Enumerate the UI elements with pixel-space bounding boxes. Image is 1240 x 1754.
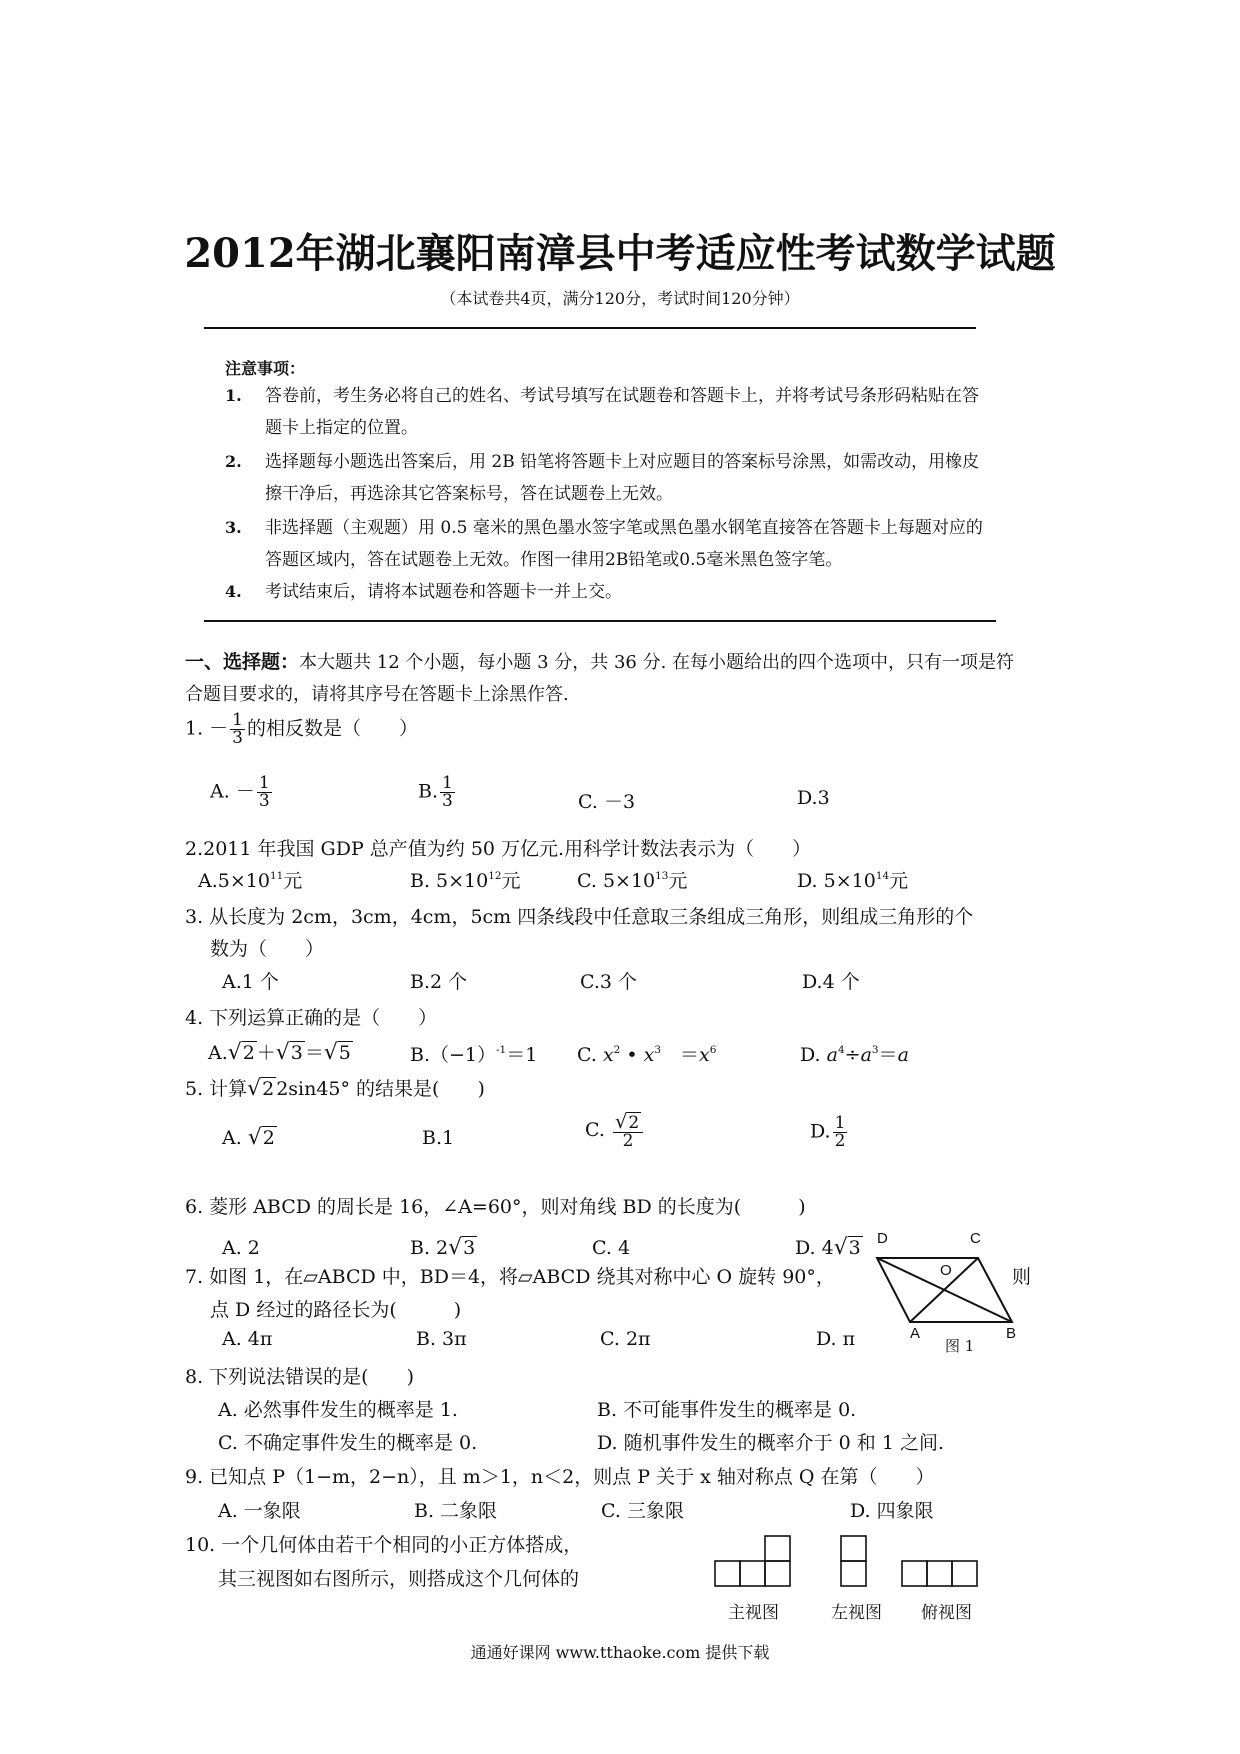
q4-option-c: [577, 1040, 716, 1067]
q6-option-c: C. 4: [592, 1237, 631, 1259]
q5-d-den: 2: [834, 1131, 846, 1151]
q3-option-d: D.4 个: [802, 971, 860, 993]
q4-option-d: [800, 1040, 909, 1067]
question-10-line-1: 10. 一个几何体由若干个相同的小正方体搭成，: [185, 1534, 583, 1556]
q5-d-fraction: [833, 1115, 848, 1150]
q5-sqrt: √2: [247, 1076, 275, 1101]
question-3-line-1: 3. 从长度为 2cm，3cm，4cm，5cm 四条线段中任意取三条组成三角形，则组成三角形的个: [185, 906, 974, 928]
q8-option-a: A. 必然事件发生的概率是 1.: [218, 1399, 458, 1421]
note-4-number: 4.: [225, 582, 242, 601]
section-1-intro: [185, 647, 1014, 674]
top-view-label: 俯视图: [921, 1603, 972, 1623]
q5-c-fraction: [613, 1112, 643, 1150]
q3-option-b: B.2 个: [410, 971, 468, 993]
q4-a-radicand-2: 3: [290, 1042, 303, 1064]
front-view-label: 主视图: [728, 1603, 779, 1623]
question-2-stem: 2.2011 年我国 GDP 总产值为约 50 万亿元.用科学计数法表示为（ ）: [185, 838, 812, 860]
q2-b-unit: 元: [501, 870, 521, 892]
q5-d-num: 1: [834, 1113, 846, 1133]
q4-b-exp: -1: [496, 1044, 507, 1057]
q9-option-d: D. 四象限: [850, 1500, 934, 1522]
q2-c-unit: 元: [668, 870, 688, 892]
q1-b-num: 1: [442, 773, 453, 793]
q4-c-exp-3: 6: [709, 1044, 717, 1057]
notes-heading: 注意事项：: [225, 359, 306, 378]
q4-option-a: [208, 1038, 353, 1065]
q4-a-label: A.: [208, 1042, 228, 1064]
note-2-line-1: 选择题每小题选出答案后，用 2B 铅笔将答题卡上对应题目的答案标号涂黑，如需改动，用橡皮: [265, 452, 980, 472]
page-footer: 通通好课网 www.tthaoke.com 提供下载: [470, 1643, 770, 1662]
note-3-line-2: 答题区域内，答在试题卷上无效。作图一律用2B铅笔或0.5毫米黑色签字笔。: [265, 550, 843, 570]
q1-b-den: 3: [442, 791, 453, 811]
front-view-drawing: [715, 1536, 790, 1586]
figure-1-label-b: B: [1006, 1325, 1017, 1342]
q1-option-b: [418, 775, 457, 810]
q4-a-plus: ＋: [256, 1042, 276, 1064]
note-2-line-2: 擦干净后，再选涂其它答案标号，答在试题卷上无效。: [265, 484, 673, 504]
q5-option-c: [585, 1112, 645, 1150]
q1-a-den: 3: [258, 791, 270, 811]
q5-post: 2sin45° 的结果是( ): [276, 1078, 485, 1100]
q6-d-label: D. 4: [795, 1237, 834, 1259]
q4-c-var-3: x: [699, 1044, 710, 1066]
q5-a-radicand: 2: [262, 1127, 275, 1149]
q6-d-sqrt: √3: [833, 1235, 861, 1260]
q1-frac-num: 1: [232, 710, 243, 730]
q2-b-base: B. 5×10: [410, 870, 489, 892]
q4-d-var-2: a: [860, 1044, 872, 1066]
q1-suffix: 的相反数是（ ）: [247, 717, 419, 740]
q1-prefix: 1. －: [185, 717, 229, 740]
q7-option-c: C. 2π: [600, 1328, 651, 1350]
q2-option-b: [410, 866, 521, 893]
three-views-figure: [715, 1515, 985, 1595]
figure-1-label-d: D: [877, 1230, 888, 1247]
q4-c-var-2: x: [643, 1044, 655, 1066]
divider-bottom: [204, 620, 996, 622]
q4-b-base: B.（−1）: [410, 1044, 497, 1066]
q9-option-b: B. 二象限: [414, 1500, 498, 1522]
question-5-stem: [185, 1074, 485, 1101]
figure-1-label-c: C: [970, 1230, 981, 1247]
q7-option-a: A. 4π: [222, 1328, 273, 1350]
q8-option-d: D. 随机事件发生的概率介于 0 和 1 之间.: [597, 1432, 945, 1454]
question-8-stem: 8. 下列说法错误的是( ): [185, 1366, 414, 1388]
q5-option-d: [810, 1115, 849, 1150]
q5-a-label: A.: [222, 1127, 242, 1149]
q4-c-dot: •: [620, 1044, 644, 1066]
q1-option-c: C. －3: [578, 791, 636, 813]
section-1-heading: 一、选择题：: [185, 651, 300, 673]
q2-option-a: [198, 866, 302, 893]
note-2-number: 2.: [225, 452, 242, 471]
question-7-tail: 则: [1012, 1266, 1032, 1288]
top-view-drawing: [902, 1561, 977, 1586]
q6-option-b: [410, 1235, 477, 1260]
q4-c-equals: ＝: [661, 1044, 700, 1066]
q4-d-divide: ÷: [844, 1044, 861, 1066]
left-view-label: 左视图: [831, 1603, 882, 1623]
q9-option-a: A. 一象限: [218, 1500, 301, 1522]
q1-option-a: [210, 775, 274, 810]
note-3-line-1: 非选择题（主观题）用 0.5 毫米的黑色墨水签字笔或黑色墨水钢笔直接答在答题卡上每题对应的: [265, 518, 983, 538]
q2-a-unit: 元: [283, 870, 303, 892]
question-6-stem: 6. 菱形 ABCD 的周长是 16，∠A=60°，则对角线 BD 的长度为( ): [185, 1196, 806, 1218]
q5-c-label: C.: [585, 1119, 605, 1141]
note-1-line-2: 题卡上指定的位置。: [265, 418, 418, 438]
q8-option-b: B. 不可能事件发生的概率是 0.: [597, 1399, 857, 1421]
q2-d-exp: 14: [875, 870, 890, 883]
q9-option-c: C. 三象限: [601, 1500, 684, 1522]
q4-option-b: [410, 1040, 537, 1067]
q4-a-sqrt-3: √5: [323, 1040, 351, 1065]
question-9-stem: 9. 已知点 P（1−m，2−n），且 m＞1，n＜2，则点 P 关于 x 轴对称点 Q 在第（ ）: [185, 1466, 935, 1488]
q4-a-sqrt-1: √2: [227, 1040, 255, 1065]
q8-option-c: C. 不确定事件发生的概率是 0.: [218, 1432, 478, 1454]
q5-option-b: B.1: [422, 1127, 455, 1149]
q1-option-d: D.3: [797, 787, 830, 809]
q5-option-a: [222, 1125, 277, 1150]
q2-option-d: [797, 866, 908, 893]
q4-c-var-1: x: [602, 1044, 614, 1066]
question-7-line-2: 点 D 经过的路径长为( ): [210, 1299, 462, 1321]
q5-radicand: 2: [262, 1078, 275, 1100]
q4-a-radicand-3: 5: [338, 1042, 351, 1064]
q1-fraction: [230, 712, 245, 747]
figure-1-label-o: O: [940, 1262, 952, 1279]
note-1-number: 1.: [225, 386, 242, 405]
q1-a-fraction: [257, 775, 272, 810]
q1-b-label: B.: [418, 780, 439, 803]
section-1-desc-2: 合题目要求的，请将其序号在答题卡上涂黑作答.: [185, 684, 569, 705]
question-4-stem: 4. 下列运算正确的是（ ）: [185, 1007, 438, 1029]
q1-a-label: A. －: [210, 780, 255, 803]
q6-option-a: A. 2: [222, 1237, 260, 1259]
q1-b-fraction: [440, 775, 455, 810]
q5-c-den: 2: [622, 1131, 634, 1151]
q2-option-c: [577, 866, 687, 893]
q4-a-radicand-1: 2: [242, 1042, 255, 1064]
q1-a-num: 1: [258, 773, 270, 793]
q4-d-exp-1: 4: [837, 1044, 845, 1057]
q6-b-label: B. 2: [410, 1237, 449, 1259]
note-3-number: 3.: [225, 518, 242, 537]
q7-option-d: D. π: [816, 1328, 856, 1350]
q5-c-sqrt: √2: [614, 1110, 640, 1133]
q2-d-base: D. 5×10: [797, 870, 876, 892]
q4-b-result: ＝1: [506, 1044, 538, 1066]
q6-d-radicand: 3: [848, 1237, 861, 1259]
page-title: 2012年湖北襄阳南漳县中考适应性考试数学试题: [184, 230, 1056, 277]
divider-top: [204, 327, 976, 329]
q4-c-exp-1: 2: [613, 1044, 621, 1057]
q5-a-sqrt: √2: [247, 1125, 275, 1150]
q2-c-exp: 13: [655, 870, 669, 883]
left-view-drawing: [841, 1536, 866, 1586]
q5-d-label: D.: [810, 1120, 831, 1143]
figure-1-label-a: A: [910, 1325, 921, 1342]
q2-a-exp: 11: [269, 870, 284, 883]
note-4-line-1: 考试结束后，请将本试题卷和答题卡一并上交。: [265, 582, 622, 602]
question-3-line-2: 数为（ ）: [210, 938, 325, 960]
page-subtitle: （本试卷共4页，满分120分，考试时间120分钟）: [440, 289, 800, 308]
q5-c-radicand: 2: [628, 1113, 640, 1133]
q4-d-var-3: a: [897, 1044, 909, 1066]
q4-c-label: C.: [577, 1044, 597, 1066]
q3-option-c: C.3 个: [580, 971, 638, 993]
section-1-desc-1: 本大题共 12 个小题，每小题 3 分，共 36 分. 在每小题给出的四个选项中，只有一项是符: [299, 652, 1015, 673]
q6-b-sqrt: √3: [448, 1235, 476, 1260]
q4-d-equals: ＝: [878, 1044, 898, 1066]
q3-option-a: A.1 个: [222, 971, 279, 993]
q2-b-exp: 12: [488, 870, 502, 883]
q4-a-sqrt-2: √3: [275, 1040, 303, 1065]
q4-d-label: D.: [800, 1044, 821, 1066]
figure-1-caption: 图 1: [945, 1337, 975, 1355]
q6-option-d: [795, 1235, 863, 1260]
q2-a-base: A.5×10: [198, 870, 270, 892]
q4-d-exp-2: 3: [871, 1044, 879, 1057]
q6-b-radicand: 3: [463, 1237, 476, 1259]
q4-a-equals: ＝: [304, 1042, 324, 1064]
q1-frac-den: 3: [232, 728, 243, 748]
q2-d-unit: 元: [889, 870, 909, 892]
q2-c-base: C. 5×10: [577, 870, 656, 892]
q7-option-b: B. 3π: [416, 1328, 467, 1350]
question-7-line-1: 7. 如图 1，在▱ABCD 中，BD＝4，将▱ABCD 绕其对称中心 O 旋转 90°，: [185, 1266, 835, 1288]
q4-c-exp-2: 3: [654, 1044, 661, 1057]
q4-d-var-1: a: [826, 1044, 838, 1066]
question-1-stem: [185, 712, 418, 747]
question-10-line-2: 其三视图如右图所示，则搭成这个几何体的: [218, 1568, 580, 1590]
note-1-line-1: 答卷前，考生务必将自己的姓名、考试号填写在试题卷和答题卡上，并将考试号条形码粘贴在答: [265, 386, 979, 406]
q5-pre: 5. 计算: [185, 1078, 248, 1100]
figure-1-parallelogram: [860, 1240, 1020, 1340]
